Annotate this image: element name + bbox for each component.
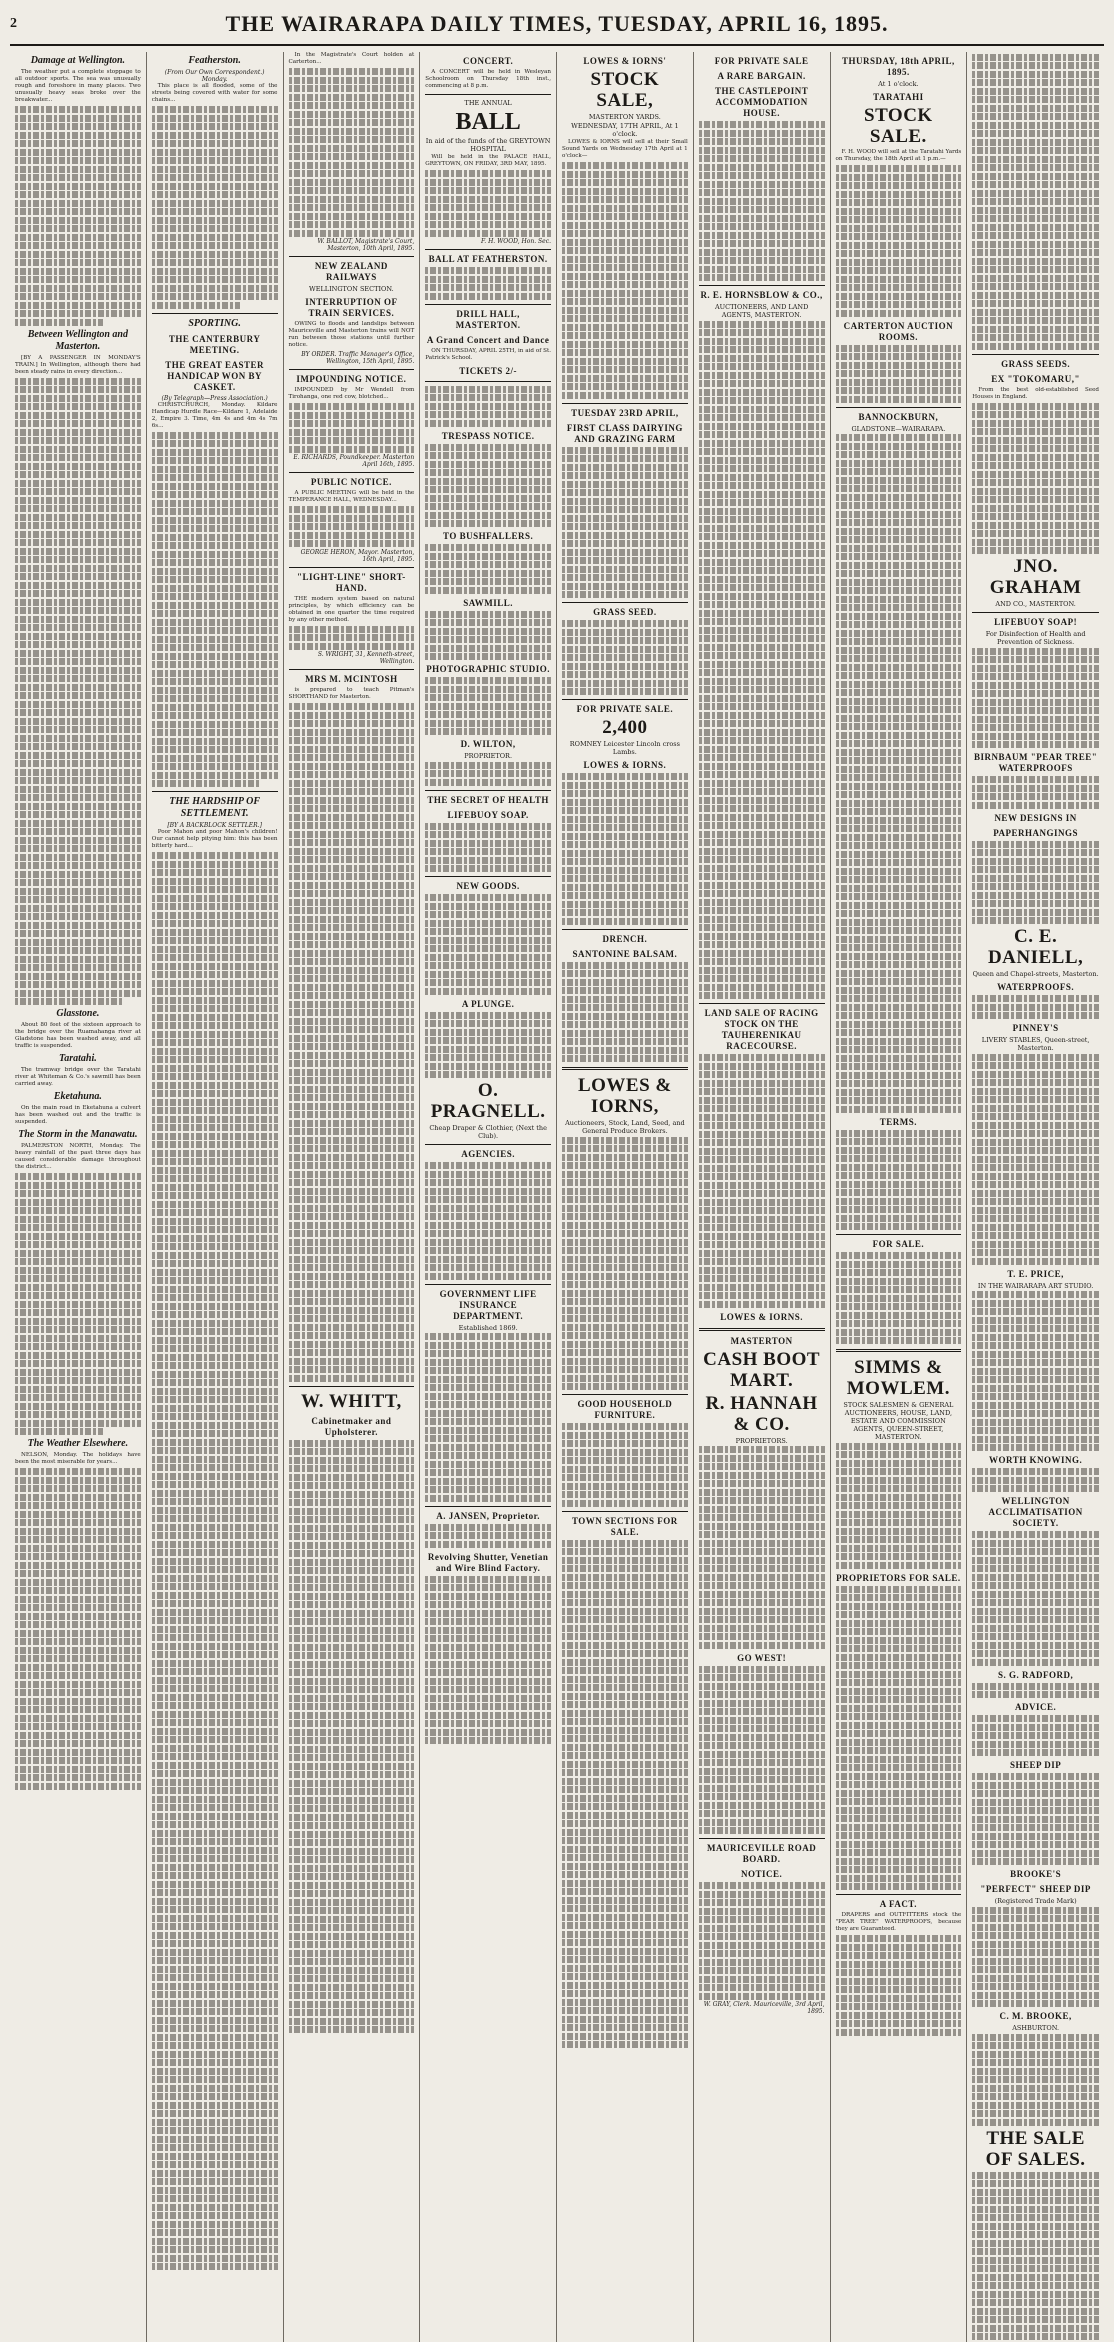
subheading: ASHBURTON. xyxy=(1012,2024,1060,2032)
masthead xyxy=(10,6,1104,46)
subheading: IN THE WAIRARAPA ART STUDIO. xyxy=(977,1281,1094,1290)
heading-radford: S. G. RADFORD, xyxy=(997,1669,1074,1680)
heading-tuesday-23rd: TUESDAY 23RD APRIL, xyxy=(571,407,679,418)
column-4 xyxy=(420,52,557,2342)
subheading: WELLINGTON SECTION. xyxy=(309,285,394,293)
heading-agencies: AGENCIES. xyxy=(461,1149,515,1159)
subheading: Established 1869. xyxy=(458,1323,518,1332)
heading-sheep-dip: SHEEP DIP xyxy=(1009,1760,1062,1770)
subheading: THE ANNUAL xyxy=(464,99,512,107)
heading-notice: NOTICE. xyxy=(740,1869,783,1879)
heading-sale-of-sales: THE SALE OF SALES. xyxy=(985,2127,1086,2170)
heading-new-goods: NEW GOODS. xyxy=(456,881,520,891)
heading-go-west: GO WEST! xyxy=(737,1652,787,1663)
heading-drill-hall: DRILL HALL, MASTERTON. xyxy=(455,308,521,330)
heading-racing-stock: LAND SALE OF RACING STOCK ON THE TAUHERENIKAU RACECOURSE. xyxy=(704,1008,819,1051)
signature: S. WRIGHT, 31, Kenneth-street, Wellington. xyxy=(317,651,415,665)
heading-stock-sale: STOCK SALE, xyxy=(590,69,660,111)
lambs-count: 2,400 xyxy=(602,717,648,738)
subheading: AUCTIONEERS, AND LAND AGENTS, MASTERTON. xyxy=(714,303,809,319)
heading-nz-railways: NEW ZEALAND RAILWAYS xyxy=(314,261,388,282)
heading-t-e-price: T. E. PRICE, xyxy=(1007,1268,1064,1279)
heading-lowes-iorns-2: LOWES & IORNS. xyxy=(583,760,667,770)
heading-trespass: TRESPASS NOTICE. xyxy=(441,430,535,441)
heading-grass-seed: GRASS SEED. xyxy=(593,607,657,617)
heading-proprietors-sale: PROPRIETORS FOR SALE. xyxy=(836,1572,961,1583)
heading-santonine: SANTONINE BALSAM. xyxy=(572,948,678,959)
notice-text: Will be held in the PALACE HALL, GREYTOWN, ON FRIDAY, 3RD MAY, 1895. xyxy=(425,154,551,167)
heading-brookes: BROOKE'S xyxy=(1010,1869,1062,1879)
heading-grass-seeds: GRASS SEEDS. xyxy=(1001,358,1071,369)
heading-for-sale: FOR SALE. xyxy=(872,1239,925,1249)
column-8 xyxy=(967,52,1104,2342)
heading-sporting: SPORTING. xyxy=(188,317,241,329)
heading-carterton-rooms: CARTERTON AUCTION ROOMS. xyxy=(843,320,954,342)
subheading: STOCK SALESMEN & GENERAL AUCTIONEERS, HOUSE, LAND, ESTATE AND COMMISSION AGENTS, QUEEN-STREET, MASTERTON. xyxy=(843,1401,954,1441)
subheading: MASTERTON YARDS. xyxy=(588,113,661,121)
heading-town-sections: TOWN SECTIONS FOR SALE. xyxy=(571,1515,678,1537)
heading-weather-elsewhere: The Weather Elsewhere. xyxy=(27,1438,129,1449)
subheading: PROPRIETORS. xyxy=(735,1436,788,1445)
signature: BY ORDER. Traffic Manager's Office, Wellington, 15th April, 1895. xyxy=(301,351,415,365)
heading-taratahi: Taratahi. xyxy=(59,1053,97,1064)
subheading: (Registered Trade Mark) xyxy=(994,1897,1077,1905)
notice-text: IMPOUNDED by Mr Wendell from Tirohanga, one red cow, blotched... xyxy=(288,387,415,400)
heading-mauriceville-board: MAURICEVILLE ROAD BOARD. xyxy=(706,1843,817,1864)
heading-lifebuoy: LIFEBUOY SOAP! xyxy=(994,617,1078,627)
heading-d-wilton: D. WILTON, xyxy=(460,739,516,749)
heading-mcintosh: MRS M. MCINTOSH xyxy=(305,674,398,684)
article-text: The weather put a complete stoppage to all outdoor sports. The sea was unusually rough and foreshore in many places. Two unusually heavy seas broke over the breakwater... xyxy=(15,69,141,103)
article-text: NELSON, Monday. The holidays have been the most miserable for years... xyxy=(15,1452,141,1465)
heading-a-jansen: A. JANSEN, Proprietor. xyxy=(436,1510,540,1521)
heading-lowes-iorns-auctioneers: LOWES & IORNS, xyxy=(577,1075,672,1117)
heading-waterproofs: WATERPROOFS. xyxy=(997,982,1075,992)
column-7 xyxy=(831,52,968,2342)
heading-cabinetmaker: Cabinetmaker and Upholsterer. xyxy=(311,1415,392,1437)
heading-public-notice: PUBLIC NOTICE. xyxy=(310,477,392,487)
heading-canterbury-meeting: THE CANTERBURY MEETING. xyxy=(168,333,261,355)
heading-tickets: TICKETS 2/- xyxy=(459,365,517,376)
heading-featherston: Featherston. xyxy=(188,55,241,66)
heading-govt-life-insurance: GOVERNMENT LIFE INSURANCE DEPARTMENT. xyxy=(439,1288,537,1321)
heading-c-m-brooke: C. M. BROOKE, xyxy=(999,2011,1072,2021)
article-text: [BY A PASSENGER IN MONDAY'S TRAIN.] In Wellington, although there had been steady rains in every direction... xyxy=(15,354,141,375)
heading-taratahi: TARATAHI xyxy=(873,92,924,102)
heading-worth-knowing: WORTH KNOWING. xyxy=(989,1455,1083,1465)
heading-cash-boot-mart: CASH BOOT MART. xyxy=(703,1348,821,1391)
notice-text: A CONCERT will be held in Wesleyan Schoolroom on Thursday 18th inst., commencing at 8 p.m. xyxy=(425,69,551,89)
heading-acclimatisation: WELLINGTON ACCLIMATISATION SOCIETY. xyxy=(988,1496,1083,1528)
court-notice-text: In the Magistrate's Court holden at Carterton... xyxy=(288,52,415,65)
column-3 xyxy=(284,52,421,2342)
article-text: The tramway bridge over the Taratahi river at Whiteman & Co.'s sawmill has been carried away. xyxy=(15,1067,141,1087)
heading-new-designs: NEW DESIGNS IN xyxy=(994,812,1077,823)
notice-text: is prepared to teach Pitman's SHORTHAND for Masterton. xyxy=(288,687,415,700)
column-1 xyxy=(10,52,147,2342)
heading-between-wellington-masterton: Between Wellington and Masterton. xyxy=(27,328,128,352)
correspondent-note: (From Our Own Correspondent.) Monday. xyxy=(164,69,265,83)
heading-stock-sale: STOCK SALE. xyxy=(864,105,933,147)
heading-daniell: C. E. DANIELL, xyxy=(987,926,1084,968)
heading-paperhangings: PAPERHANGINGS xyxy=(993,827,1079,838)
heading-ball: BALL xyxy=(455,109,521,135)
heading-pear-tree: BIRNBAUM "PEAR TREE" WATERPROOFS xyxy=(973,752,1098,773)
notice-text: From the best old-established Seed Houses in England. xyxy=(972,386,1099,400)
heading-revolving-shutter: Revolving Shutter, Venetian and Wire Blind Factory. xyxy=(427,1551,549,1573)
heading-terms: TERMS. xyxy=(879,1116,917,1127)
heading-hornsblow: R. E. HORNSBLOW & CO., xyxy=(700,290,823,300)
heading-private-sale: FOR PRIVATE SALE. xyxy=(576,704,674,714)
subheading: PROPRIETOR. xyxy=(464,752,513,760)
heading-damage-wellington: Damage at Wellington. xyxy=(30,55,126,66)
page-number: 2 xyxy=(10,16,18,31)
subheading: GLADSTONE—WAIRARAPA. xyxy=(851,424,946,433)
heading-bushfallers: TO BUSHFALLERS. xyxy=(443,531,534,541)
heading-hardship-settlement: THE HARDSHIP OF SETTLEMENT. xyxy=(169,796,260,819)
heading-lowes-iorns-3: LOWES & IORNS. xyxy=(720,1311,804,1322)
subheading: Queen and Chapel-streets, Masterton. xyxy=(972,970,1099,978)
heading-lifebuoy: LIFEBUOY SOAP. xyxy=(447,809,529,820)
heading-advice: ADVICE. xyxy=(1014,1702,1057,1712)
heading-ball-featherston: BALL AT FEATHERSTON. xyxy=(428,254,548,264)
heading-eketahuna: Eketahuna. xyxy=(53,1091,102,1102)
heading-castlepoint-house: THE CASTLEPOINT ACCOMMODATION HOUSE. xyxy=(714,86,809,118)
subheading: Cheap Draper & Clothier, (Next the Club). xyxy=(429,1124,547,1140)
heading-secret-health: THE SECRET OF HEALTH xyxy=(427,794,549,805)
signature: W. GRAY, Clerk. Mauriceville, 3rd April, 1895. xyxy=(703,2001,825,2015)
heading-lowes-iorns: LOWES & IORNS' xyxy=(583,56,667,66)
heading-easter-handicap: THE GREAT EASTER HANDICAP WON BY CASKET. xyxy=(165,359,264,392)
heading-perfect-sheep-dip: "PERFECT" SHEEP DIP xyxy=(980,1884,1091,1894)
columns xyxy=(10,52,1104,2170)
heading-pinneys: PINNEY'S xyxy=(1012,1023,1059,1033)
notice-text: DRAPERS and OUTFITTERS stock the "PEAR TREE" WATERPROOFS, because they are Guaranteed. xyxy=(835,1912,962,1932)
subheading: In aid of the funds of the GREYTOWN HOSPITAL xyxy=(425,137,551,153)
heading-interruption-train: INTERRUPTION OF TRAIN SERVICES. xyxy=(305,297,398,318)
heading-private-sale: FOR PRIVATE SALE xyxy=(714,56,809,66)
heading-thursday-18th: THURSDAY, 18th APRIL, 1895. xyxy=(841,56,955,77)
notice-text: ON THURSDAY, APRIL 25TH, in aid of St. Patrick's School. xyxy=(425,347,551,361)
notice-text: OWING to floods and landslips between Mauriceville and Masterton trains will NOT run between those stations until further notice. xyxy=(288,321,415,348)
subheading: AND CO., MASTERTON. xyxy=(995,600,1076,608)
notice-text: A PUBLIC MEETING will be held in the TEMPERANCE HALL, WEDNESDAY... xyxy=(288,490,415,503)
subheading: LIVERY STABLES, Queen-street, Masterton. xyxy=(981,1036,1090,1052)
heading-o-pragnell: O. PRAGNELL. xyxy=(430,1080,546,1122)
heading-storm-manawatu: The Storm in the Manawatu. xyxy=(18,1129,138,1140)
heading-light-line: "LIGHT-LINE" SHORT-HAND. xyxy=(296,571,406,593)
notice-text: F. H. WOOD will sell at the Taratahi Yards on Thursday, the 18th April at 1 p.m.— xyxy=(835,149,962,162)
heading-a-plunge: A PLUNGE. xyxy=(461,998,515,1009)
heading-a-fact: A FACT. xyxy=(879,1899,917,1909)
heading-rare-bargain: A RARE BARGAIN. xyxy=(717,71,806,81)
article-text: CHRISTCHURCH, Monday. Kildare Handicap Hurdle Race—Kildare 1, Adelaide 2, Empire 3. Time, 4m 4s and 4m 4s 7m 6s... xyxy=(151,401,278,429)
heading-simms-mowlem: SIMMS & MOWLEM. xyxy=(846,1357,950,1399)
subheading: ROMNEY Leicester Lincoln cross Lambs. xyxy=(569,740,680,756)
subheading: At 1 o'clock. xyxy=(878,80,919,88)
newspaper-title: THE WAIRARAPA DAILY TIMES, TUESDAY, APRIL 16, 1895. xyxy=(225,11,889,36)
signature: W. BALLOT, Magistrate's Court, Masterton, 10th April, 1895. xyxy=(317,238,415,252)
heading-sawmill: SAWMILL. xyxy=(463,597,513,608)
heading-bannockburn: BANNOCKBURN, xyxy=(858,411,939,422)
telegraph-note: (By Telegraph—Press Association.) xyxy=(161,394,268,402)
heading-concert: CONCERT. xyxy=(462,56,514,66)
heading-jno-graham: JNO. GRAHAM xyxy=(989,556,1082,598)
notice-text: THE modern system based on natural principles, by which efficiency can be obtained in one quarter the time required by any other method. xyxy=(288,595,415,623)
heading-grand-concert: A Grand Concert and Dance xyxy=(426,334,550,345)
column-2 xyxy=(147,52,284,2342)
article-text: This place is all flooded, some of the streets being covered with water for some chains... xyxy=(151,83,278,103)
article-text: On the main road in Eketahuna a culvert has been washed out and the traffic is suspended. xyxy=(15,1105,141,1125)
signature: E. RICHARDS, Poundkeeper. Masterton April 16th, 1895. xyxy=(293,454,415,468)
article-text: PALMERSTON NORTH, Monday. The heavy rainfall of the past three days has caused considerable damage throughout the district... xyxy=(15,1143,141,1170)
column-6 xyxy=(694,52,831,2342)
subheading: Auctioneers, Stock, Land, Seed, and General Produce Brokers. xyxy=(565,1119,685,1135)
heading-w-whitt: W. WHITT, xyxy=(300,1390,402,1412)
column-5 xyxy=(557,52,694,2342)
heading-household-furniture: GOOD HOUSEHOLD FURNITURE. xyxy=(577,1399,673,1420)
heading-photographic-studio: PHOTOGRAPHIC STUDIO. xyxy=(426,664,551,674)
signature: F. H. WOOD, Hon. Sec. xyxy=(481,238,551,245)
heading-r-hannah: R. HANNAH & CO. xyxy=(705,1392,818,1435)
heading-glasstone: Glasstone. xyxy=(56,1008,100,1019)
sale-date: WEDNESDAY, 17TH APRIL, At 1 o'clock. xyxy=(571,122,679,138)
heading-tokomaru: EX "TOKOMARU," xyxy=(991,373,1081,384)
notice-text: LOWES & IORNS will sell at their Small Sound Yards on Wednesday 17th April at 1 o'clock— xyxy=(562,139,688,159)
signature: GEORGE HERON, Mayor. Masterton, 16th April, 1895. xyxy=(300,548,415,563)
byline: [BY A BACKBLOCK SETTLER.] xyxy=(167,822,262,829)
article-text: About 80 feet of the sixteen approach to the bridge over the Ruamahanga river at Gladstone has been washed away, and all traffic is suspended. xyxy=(15,1022,141,1049)
heading-drench: DRENCH. xyxy=(602,933,648,944)
heading-dairying-farm: FIRST CLASS DAIRYING AND GRAZING FARM xyxy=(566,422,683,444)
heading-masterton: MASTERTON xyxy=(730,1335,793,1346)
article-text: Poor Mahon and poor Mahon's children! Our cannot help pitying him: this has been bitterly hard... xyxy=(151,829,278,849)
subheading: For Disinfection of Health and Prevention of Sickness. xyxy=(985,630,1086,646)
heading-impounding: IMPOUNDING NOTICE. xyxy=(296,374,407,384)
